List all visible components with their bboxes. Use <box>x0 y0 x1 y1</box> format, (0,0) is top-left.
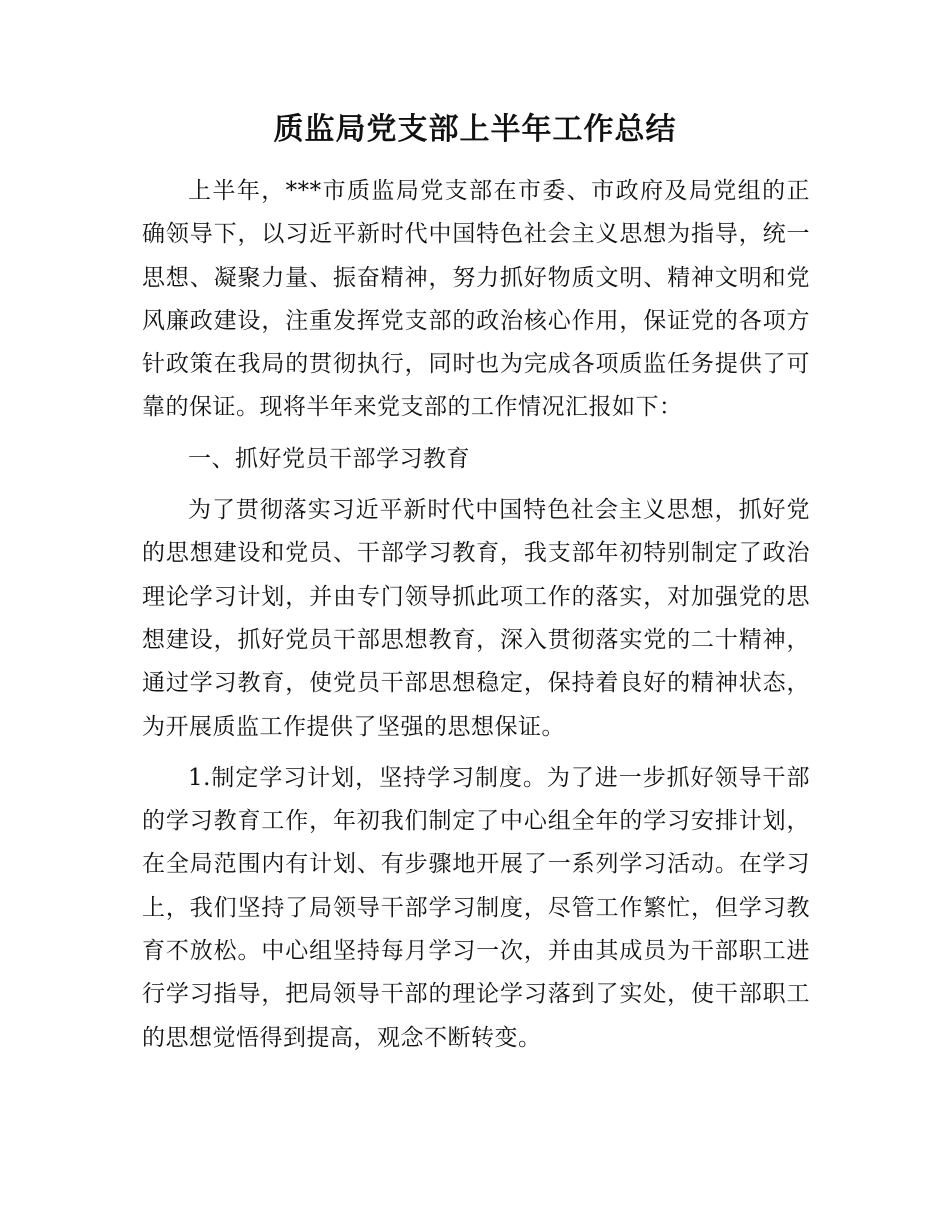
section-1-paragraph: 为了贯彻落实习近平新时代中国特色社会主义思想，抓好党的思想建设和党员、干部学习教育，我支部年初特别制定了政治理论学习计划，并由专门领导抓此项工作的落实，对加强党的思想建设，抓好党员干部思想教育，深入贯彻落实党的二十精神，通过学习教育，使党员干部思想稳定，保持着良好的精神状态，为开展质监工作提供了坚强的思想保证。 <box>142 497 810 740</box>
section-heading-1: 一、抓好党员干部学习教育 <box>188 445 470 472</box>
document-title: 质监局党支部上半年工作总结 <box>273 112 677 147</box>
intro-paragraph: 上半年，***市质监局党支部在市委、市政府及局党组的正确领导下，以习近平新时代中国特色社会主义思想为指导，统一思想、凝聚力量、振奋精神，努力抓好物质文明、精神文明和党风廉政建设，注重发挥党支部的政治核心作用，保证党的各项方针政策在我局的贯彻执行，同时也为完成各项质监任务提供了可靠的保证。现将半年来党支部的工作情况汇报如下： <box>142 178 810 421</box>
item-1-paragraph: 1.制定学习计划，坚持学习制度。为了进一步抓好领导干部的学习教育工作，年初我们制定了中心组全年的学习安排计划，在全局范围内有计划、有步骤地开展了一系列学习活动。在学习上，我们坚持了局领导干部学习制度，尽管工作繁忙，但学习教育不放松。中心组坚持每月学习一次，并由其成员为干部职工进行学习指导，把局领导干部的理论学习落到了实处，使干部职工的思想觉悟得到提高，观念不断转变。 <box>142 764 810 1051</box>
document-body <box>142 170 810 1060</box>
